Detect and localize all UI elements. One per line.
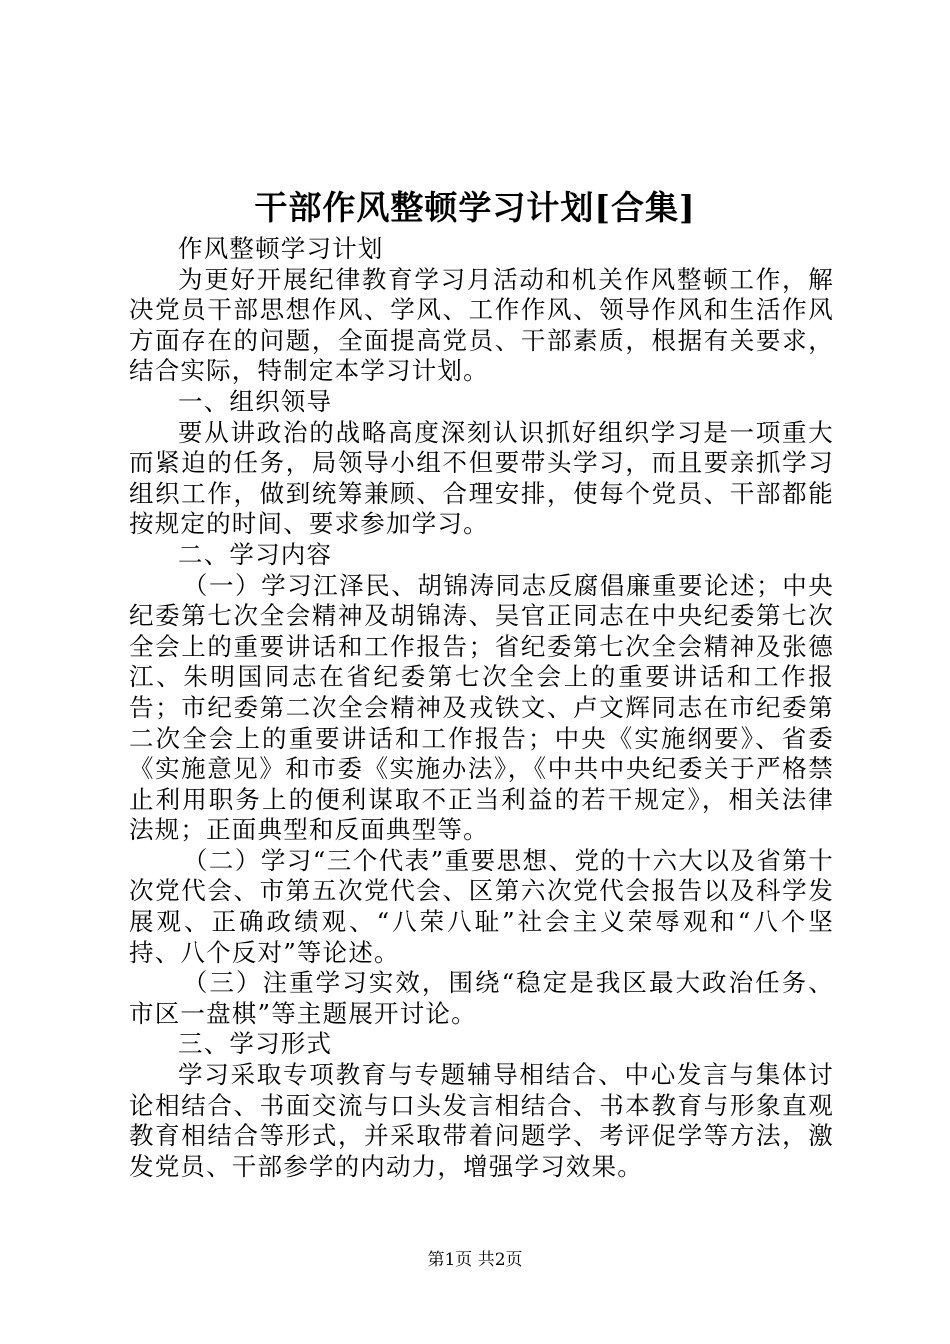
subtitle: 作风整顿学习计划 [178,234,384,263]
document-body [129,234,834,1182]
content-item-1: （一）学习江泽民、胡锦涛同志反腐倡廉重要论述；中央纪委第七次全会精神及胡锦涛、吴官正同志在中央纪委第七次全会上的重要讲话和工作报告；省纪委第七次全会精神及张德江、朱明国同志在省纪委第七次全会上的重要讲话和工作报告；市纪委第二次全会精神及戎铁文、卢文辉同志在市纪委第二次全会上的重要讲话和工作报告；中央《实施纲要》、省委《实施意见》和市委《实施办法》，《中共中央纪委关于严格禁止利用职务上的便利谋取不正当利益的若干规定》，相关法律法规；正面典型和反面典型等。 [129,570,834,845]
form-paragraph: 学习采取专项教育与专题辅导相结合、中心发言与集体讨论相结合、书面交流与口头发言相结合、书本教育与形象直观教育相结合等形式，并采取带着问题学、考评促学等方法，激发党员、干部参学的内动力，增强学习效果。 [129,1060,834,1181]
section-heading-content: 二、学习内容 [178,539,333,569]
content-item-3: （三）注重学习实效，围绕“稳定是我区最大政治任务、市区一盘棋”等主题展开讨论。 [129,968,834,1028]
section-heading-organization: 一、组织领导 [178,386,333,416]
page-footer: 第1页 共2页 [427,1250,523,1270]
organization-paragraph: 要从讲政治的战略高度深刻认识抓好组织学习是一项重大而紧迫的任务，局领导小组不但要带头学习，而且要亲抓学习组织工作，做到统筹兼顾、合理安排，使每个党员、干部都能按规定的时间、要求参加学习。 [129,417,834,539]
intro-paragraph: 为更好开展纪律教育学习月活动和机关作风整顿工作，解决党员干部思想作风、学风、工作作风、领导作风和生活作风方面存在的问题，全面提高党员、干部素质，根据有关要求，结合实际，特制定本学习计划。 [129,264,834,386]
document-title: 干部作风整顿学习计划[合集] [254,188,696,227]
content-item-2: （二）学习“三个代表”重要思想、党的十六大以及省第十次党代会、市第五次党代会、区第六次党代会报告以及科学发展观、正确政绩观、“八荣八耻”社会主义荣辱观和“八个坚持、八个反对”等论述。 [129,845,834,967]
section-heading-form: 三、学习形式 [178,1029,333,1059]
